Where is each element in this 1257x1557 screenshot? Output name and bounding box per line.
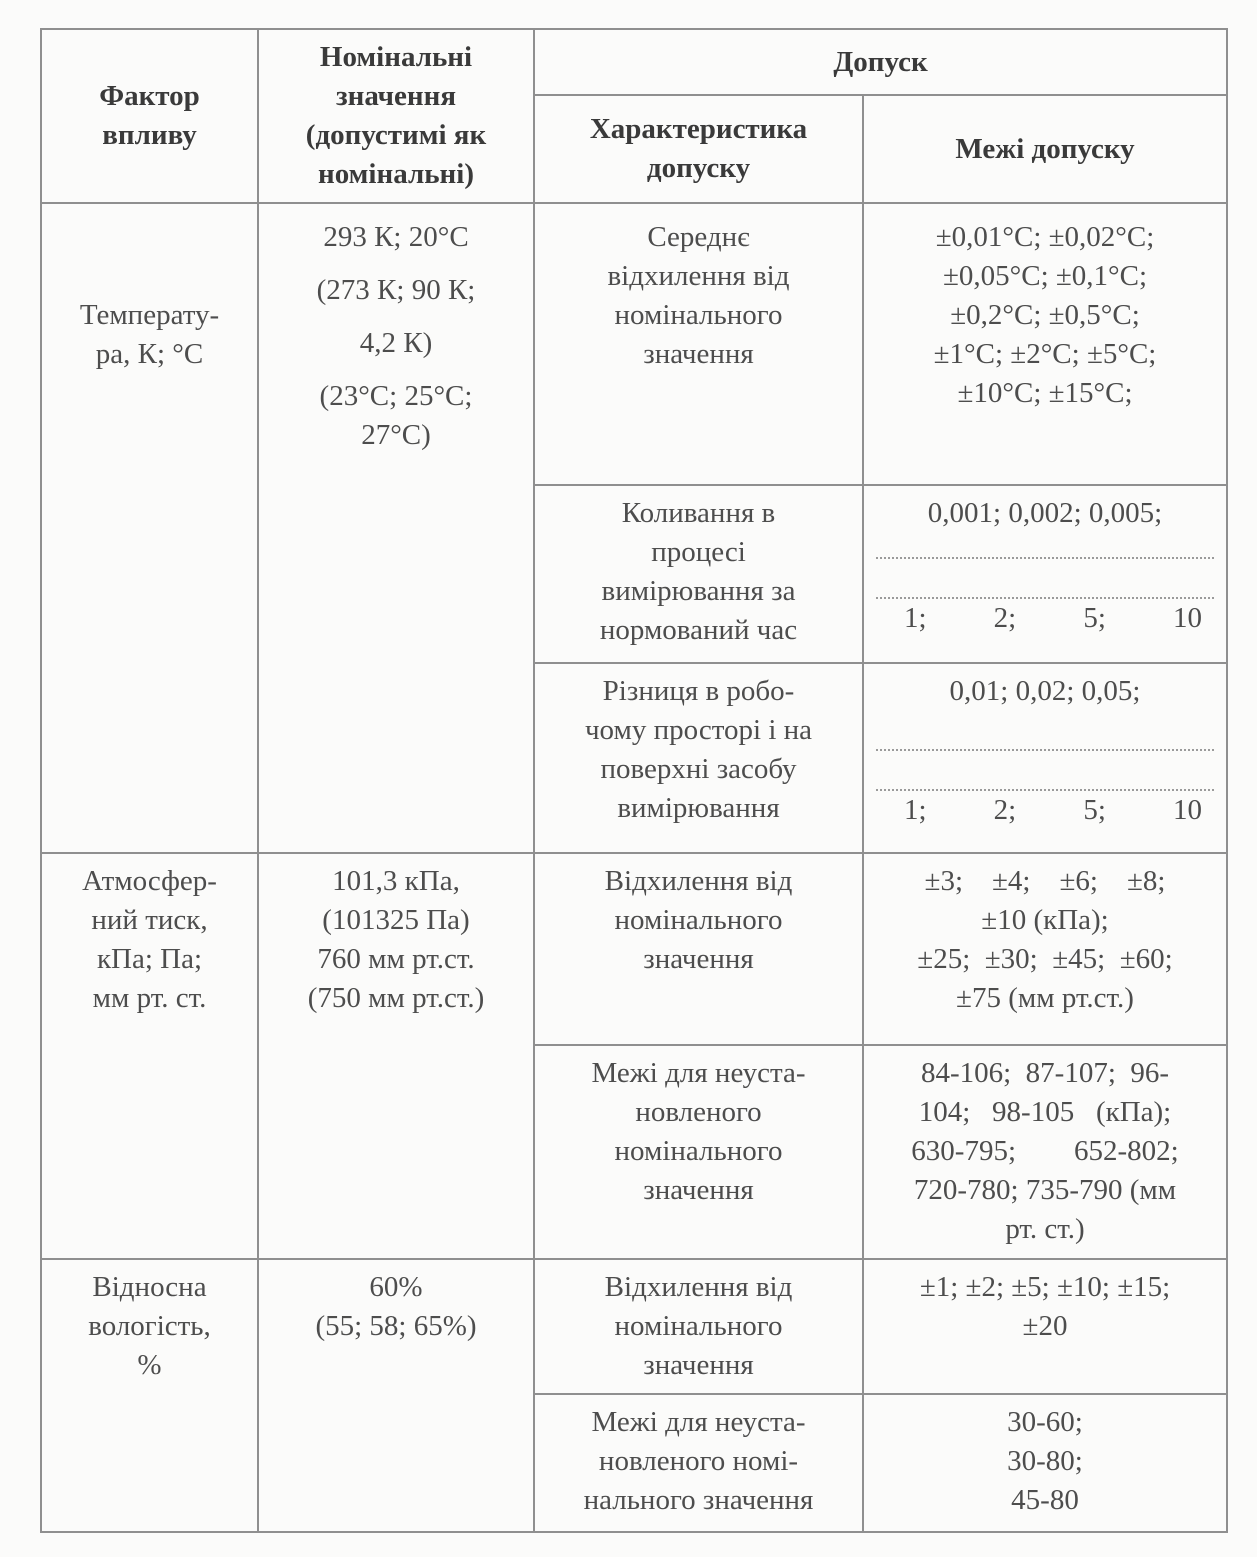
limits-value: 2; xyxy=(993,602,1017,634)
limits-line: 30-80; xyxy=(1007,1445,1083,1477)
nominal-line: (23°С; 25°С; xyxy=(319,380,473,412)
table-row xyxy=(41,853,1227,1045)
limits-line: ±3; ±4; ±6; ±8; xyxy=(924,865,1166,897)
limits-line: 45-80 xyxy=(1011,1484,1079,1516)
nominal-line: 101,3 кПа, xyxy=(332,865,460,897)
limits-line: 84-106; 87-107; 96- xyxy=(920,1057,1170,1089)
limits-cell xyxy=(863,853,1227,1045)
characteristic-line: значення xyxy=(643,1349,754,1381)
header-factor-line: впливу xyxy=(102,119,197,151)
factor-line: кПа; Па; xyxy=(96,943,203,975)
characteristic-line: новленого xyxy=(635,1096,762,1128)
limits-line: рт. ст.) xyxy=(1005,1213,1085,1245)
characteristic-line: вимірювання xyxy=(617,792,780,824)
limits-value: 5; xyxy=(1083,602,1106,634)
table-row xyxy=(41,1259,1227,1394)
limits-line: 30-60; xyxy=(1007,1406,1083,1438)
header-nominal xyxy=(258,29,534,203)
characteristic-line: Середнє xyxy=(647,221,750,253)
limits-cell xyxy=(863,1394,1227,1532)
limits-cell xyxy=(863,485,1227,663)
tolerance-table xyxy=(40,28,1228,1533)
limits-line: 0,01; 0,02; 0,05; xyxy=(949,675,1141,707)
nominal-pressure xyxy=(258,853,534,1259)
characteristic-line: нального значення xyxy=(583,1484,814,1516)
characteristic-line: Межі для неуста- xyxy=(591,1406,806,1438)
characteristic-line: Різниця в робо- xyxy=(602,675,795,707)
characteristic-line: значення xyxy=(643,338,754,370)
limits-line: ±25; ±30; ±45; ±60; xyxy=(917,943,1173,975)
characteristic-cell xyxy=(534,1394,863,1532)
limits-cell xyxy=(863,1259,1227,1394)
limits-line: ±10 (кПа); xyxy=(981,904,1109,936)
characteristic-cell xyxy=(534,1045,863,1259)
table-row xyxy=(41,203,1227,485)
characteristic-line: новленого номі- xyxy=(598,1445,799,1477)
nominal-line: (273 К; 90 К; xyxy=(316,274,476,306)
header-characteristic-line: допуску xyxy=(646,152,751,184)
characteristic-line: нормований час xyxy=(599,614,798,646)
header-factor xyxy=(41,29,258,203)
limits-line: 104; 98-105 (кПа); xyxy=(918,1096,1172,1128)
factor-pressure xyxy=(41,853,258,1259)
limits-values xyxy=(870,791,1220,830)
nominal-line: 760 мм рт.ст. xyxy=(317,943,475,975)
limits-value: 10 xyxy=(1173,602,1203,634)
limits-value: 1; xyxy=(904,602,927,634)
nominal-line: (750 мм рт.ст.) xyxy=(307,982,485,1014)
factor-humidity xyxy=(41,1259,258,1532)
characteristic-line: значення xyxy=(643,943,754,975)
limits-value: 2; xyxy=(993,794,1017,826)
characteristic-line: номінального xyxy=(614,904,783,936)
dotted-line xyxy=(876,711,1214,751)
characteristic-cell xyxy=(534,1259,863,1394)
limits-values xyxy=(870,599,1220,638)
limits-line: ±0,01°С; ±0,02°С; xyxy=(935,221,1155,253)
limits-line: ±0,2°С; ±0,5°С; xyxy=(950,299,1140,331)
characteristic-line: чому просторі і на xyxy=(584,714,813,746)
limits-cell xyxy=(863,1045,1227,1259)
characteristic-line: Коливання в xyxy=(621,497,776,529)
factor-line: Атмосфер- xyxy=(82,865,217,897)
characteristic-cell xyxy=(534,853,863,1045)
nominal-line: 27°С) xyxy=(361,419,431,451)
characteristic-line: Межі для неуста- xyxy=(591,1057,806,1089)
limits-line: ±10°С; ±15°С; xyxy=(957,377,1133,409)
header-nominal-line: номінальні) xyxy=(318,158,474,190)
limits-line: ±0,05°С; ±0,1°С; xyxy=(942,260,1148,292)
dotted-line xyxy=(876,559,1214,599)
header-nominal-line: значення xyxy=(335,80,457,112)
characteristic-line: Відхилення від xyxy=(604,1271,793,1303)
nominal-humidity xyxy=(258,1259,534,1532)
factor-line: Температу- xyxy=(79,299,220,331)
characteristic-cell xyxy=(534,203,863,485)
dotted-line xyxy=(876,751,1214,791)
limits-line: ±20 xyxy=(1022,1310,1068,1342)
dotted-line xyxy=(876,533,1214,559)
limits-line: 720-780; 735-790 (мм xyxy=(913,1174,1177,1206)
characteristic-line: поверхні засобу xyxy=(600,753,797,785)
characteristic-line: Відхилення від xyxy=(604,865,793,897)
header-factor-line: Фактор xyxy=(99,80,200,112)
limits-line: 630-795; 652-802; xyxy=(911,1135,1179,1167)
characteristic-line: номінального xyxy=(614,1310,783,1342)
characteristic-cell xyxy=(534,663,863,853)
factor-line: ра, К; °С xyxy=(95,338,204,370)
header-nominal-line: Номінальні xyxy=(319,41,473,73)
characteristic-line: процесі xyxy=(651,536,746,568)
limits-line: ±75 (мм рт.ст.) xyxy=(956,982,1134,1014)
factor-line: % xyxy=(137,1349,162,1381)
characteristic-line: відхилення від xyxy=(607,260,790,292)
limits-value: 5; xyxy=(1083,794,1106,826)
limits-value: 1; xyxy=(904,794,927,826)
limits-line: ±1°С; ±2°С; ±5°С; xyxy=(933,338,1157,370)
limits-cell xyxy=(863,203,1227,485)
nominal-line: (55; 58; 65%) xyxy=(315,1310,477,1342)
nominal-line: 4,2 К) xyxy=(359,327,433,359)
limits-cell xyxy=(863,663,1227,853)
header-nominal-line: (допустимі як xyxy=(305,119,487,151)
characteristic-line: значення xyxy=(643,1174,754,1206)
header-tolerance: Допуск xyxy=(534,29,1227,95)
factor-temperature xyxy=(41,203,258,853)
factor-line: ний тиск, xyxy=(91,904,208,936)
header-characteristic-line: Характеристика xyxy=(589,113,808,145)
nominal-line: 293 К; 20°С xyxy=(323,221,469,253)
characteristic-line: номінального xyxy=(614,1135,783,1167)
header-limits: Межі допуску xyxy=(863,95,1227,203)
limits-line: 0,001; 0,002; 0,005; xyxy=(927,497,1163,529)
limits-value: 10 xyxy=(1173,794,1203,826)
characteristic-line: вимірювання за xyxy=(601,575,796,607)
characteristic-cell xyxy=(534,485,863,663)
factor-line: мм рт. ст. xyxy=(92,982,207,1014)
nominal-temperature xyxy=(258,203,534,853)
limits-line: ±1; ±2; ±5; ±10; ±15; xyxy=(919,1271,1171,1303)
factor-line: Відносна xyxy=(92,1271,207,1303)
nominal-line: (101325 Па) xyxy=(322,904,470,936)
header-characteristic xyxy=(534,95,863,203)
nominal-line: 60% xyxy=(369,1271,423,1303)
factor-line: вологість, xyxy=(88,1310,211,1342)
characteristic-line: номінального xyxy=(614,299,783,331)
